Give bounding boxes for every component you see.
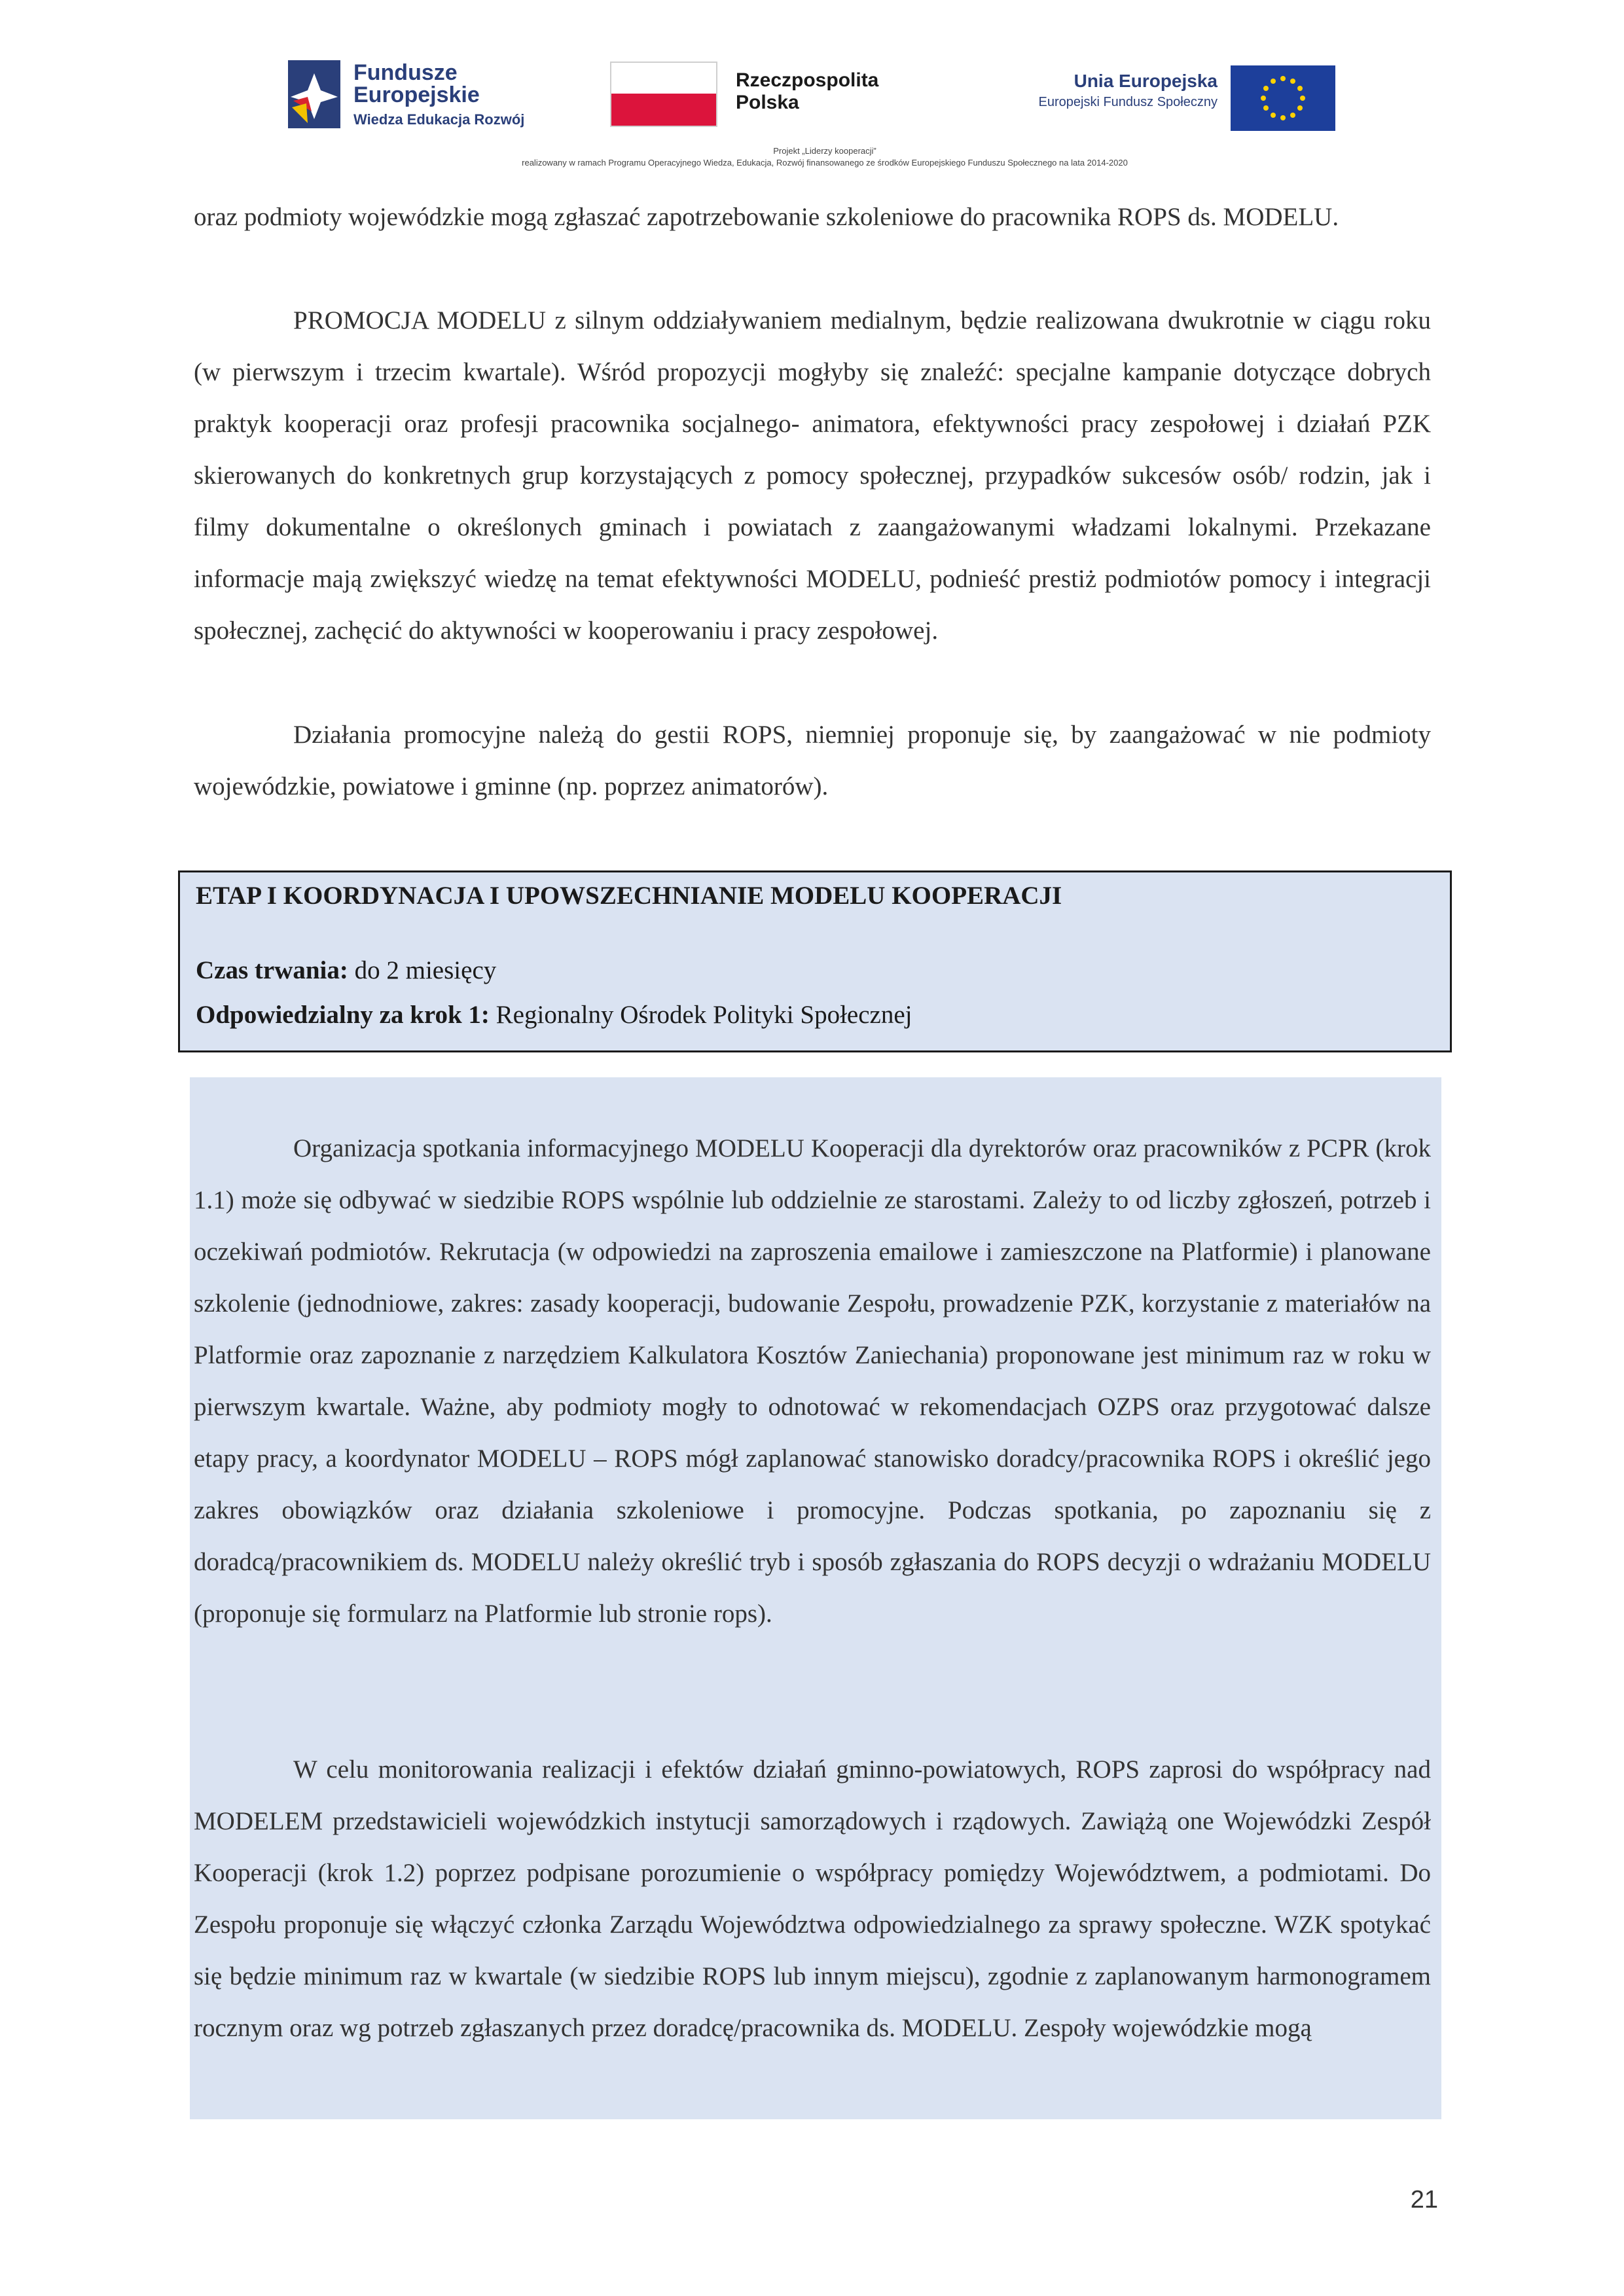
fe-star-icon	[288, 60, 340, 128]
etap-box	[178, 870, 1452, 1052]
project-note: realizowany w ramach Programu Operacyjnego Wiedza, Edukacja, Rozwój finansowanego ze środków Europejskiego Funduszu Społecznego na lata 2014-2020	[522, 158, 1128, 168]
eu-title: Unia Europejska	[1074, 71, 1218, 91]
duration-value: do 2 miesięcy	[348, 956, 497, 984]
owner-label: Odpowiedzialny za krok 1:	[196, 1001, 490, 1029]
owner-value: Regionalny Ośrodek Polityki Społecznej	[489, 1001, 912, 1029]
fe-subtitle: Wiedza Edukacja Rozwój	[353, 111, 525, 128]
eu-subtitle: Europejski Fundusz Społeczny	[1038, 95, 1218, 109]
etap-title: ETAP I KOORDYNACJA I UPOWSZECHNIANIE MODELU KOOPERACJI	[196, 882, 1062, 910]
fe-title-1: Fundusze	[353, 60, 458, 85]
unia-europejska-logo	[995, 55, 1348, 134]
rzeczpospolita-logo	[610, 55, 937, 134]
duration-label: Czas trwania:	[196, 956, 348, 984]
paragraph-spotkanie: Organizacja spotkania informacyjnego MODELU Kooperacji dla dyrektorów oraz pracowników z PCPR (krok 1.1) może się odbywać w siedzibie ROPS wspólnie lub oddzielnie ze starostami. Zależy to od liczby zgłoszeń, potrzeb i oczekiwań podmiotów. Rekrutacja (w odpowiedzi na zaproszenia emailowe i zamieszczone na Platformie) i planowane szkolenie (jednodniowe, zakres: zasady kooperacji, budowanie Zespołu, prowadzenie PZK, korzystanie z materiałów na Platformie oraz zapoznanie z narzędziem Kalkulatora Kosztów Zaniechania) proponowane jest minimum raz w roku w pierwszym kwartale. Ważne, aby podmioty mogły to odnotować w rekomendacjach OZPS oraz przygotować dalsze etapy pracy, a koordynator MODELU – ROPS mógł zaplanować stanowisko doradcy/pracownika ROPS i określić jego zakres obowiązków oraz działania szkoleniowe i promocyjne. Podczas spotkania, po zapoznaniu się z doradcą/pracownikiem ds. MODELU należy określić tryb i sposób zgłaszania do ROPS decyzji o wdrażaniu MODELU (proponuje się formularz na Platformie lub stronie rops).	[194, 1134, 1431, 1628]
page-number: 21	[1410, 2186, 1438, 2214]
fundusze-europejskie-logo	[288, 55, 537, 134]
owner-line	[196, 997, 912, 1033]
pl-title-2: Polska	[736, 92, 799, 113]
project-name: Projekt „Liderzy kooperacji”	[773, 146, 876, 156]
project-info	[367, 145, 1283, 169]
paragraph-intro: oraz podmioty wojewódzkie mogą zgłaszać zapotrzebowanie szkoleniowe do pracownika ROPS ds. MODELU.	[194, 203, 1339, 231]
eu-flag-icon	[1231, 65, 1335, 131]
pl-title-1: Rzeczpospolita	[736, 69, 879, 91]
fe-title-2: Europejskie	[353, 82, 480, 107]
paragraph-promocja: PROMOCJA MODELU z silnym oddziaływaniem medialnym, będzie realizowana dwukrotnie w ciągu roku (w pierwszym i trzecim kwartale). Wśród propozycji mogłyby się znaleźć: specjalne kampanie dotyczące dobrych praktyk kooperacji oraz profesji pracownika socjalnego- animatora, efektywności pracy zespołowej i działań PZK skierowanych do konkretnych grup korzystających z pomocy społecznej, przypadków sukcesów osób/ rodzin, jak i filmy dokumentalne o określonych gminach i powiatach z zaangażowanymi władzami lokalnymi. Przekazane informacje mają zwiększyć wiedzę na temat efektywności MODELU, podnieść prestiż podmiotów pomocy i integracji społecznej, zachęcić do aktywności w kooperowaniu i pracy zespołowej.	[194, 306, 1431, 645]
duration-line	[196, 952, 496, 989]
paragraph-dzialania: Działania promocyjne należą do gestii ROPS, niemniej proponuje się, by zaangażować w nie podmioty wojewódzkie, powiatowe i gminne (np. poprzez animatorów).	[194, 721, 1431, 800]
paragraph-monitorowanie: W celu monitorowania realizacji i efektów działań gminno-powiatowych, ROPS zaprosi do współpracy nad MODELEM przedstawicieli wojewódzkich instytucji samorządowych i rządowych. Zawiążą one Wojewódzki Zespół Kooperacji (krok 1.2) poprzez podpisane porozumienie o współpracy pomiędzy Województwem, a podmiotami. Do Zespołu proponuje się włączyć członka Zarządu Województwa odpowiedzialnego za sprawy społeczne. WZK spotykać się będzie minimum raz w kwartale (w siedzibie ROPS lub innym miejscu), zgodnie z zaplanowanym harmonogramem rocznym oraz wg potrzeb zgłaszanych przez doradcę/pracownika ds. MODELU. Zespoły wojewódzkie mogą	[194, 1755, 1431, 2042]
header-logos	[288, 55, 1348, 134]
polish-flag-icon	[610, 62, 717, 127]
